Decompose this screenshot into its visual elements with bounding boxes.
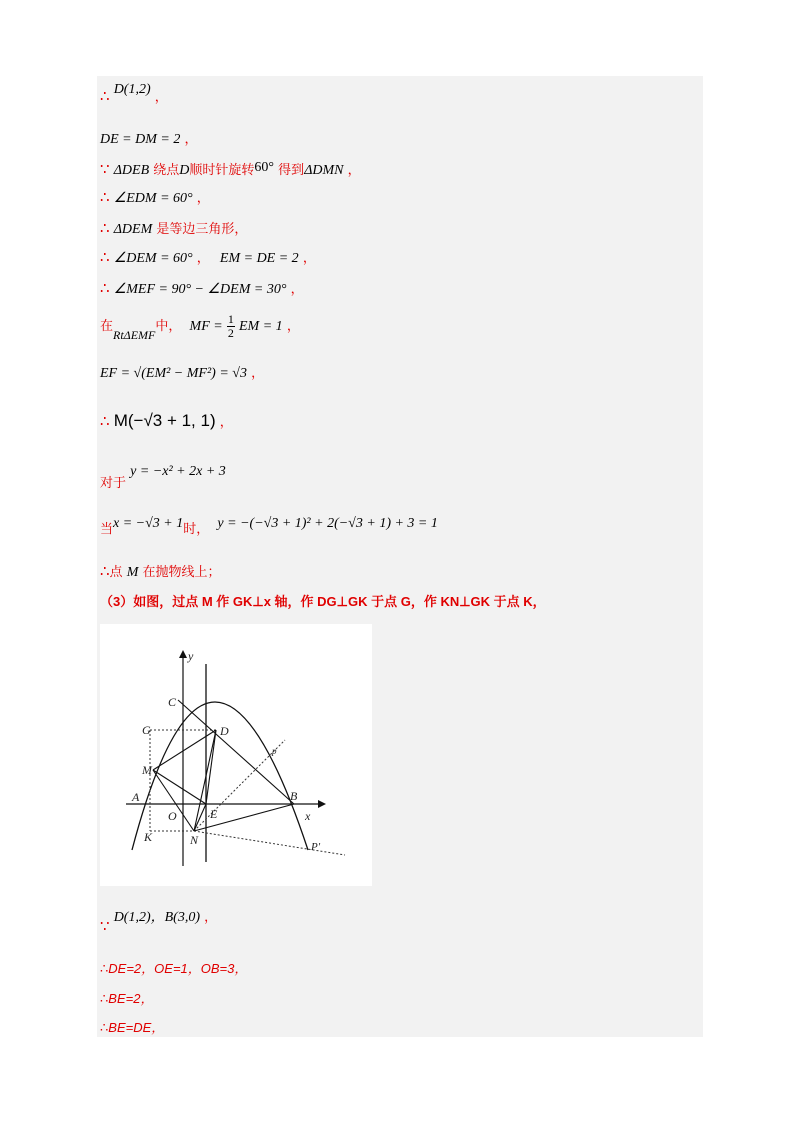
punct: ， [219,414,233,429]
therefore-symbol: ∴ [100,1020,109,1035]
line-18 [100,1017,164,1036]
therefore-symbol: ∴ [100,961,109,976]
line-13 [100,561,221,581]
numerator: 1 [227,312,234,326]
lengths-text: DE=2，OE=1，OB=3， [108,961,248,976]
label-o: O [168,809,177,823]
em-de-equation: EM = DE = 2 [219,251,299,266]
geometry-figure [100,624,372,886]
mf-equation: MF = [189,319,223,334]
punct: ， [204,909,218,924]
point-d: D [179,163,190,178]
text: 是等边三角形， [156,221,248,236]
text: 在抛物线上； [142,564,221,579]
line-3 [100,159,361,179]
y-axis-arrow [179,650,187,658]
point-m: M [126,565,139,580]
line-17 [100,988,153,1007]
punct: ， [286,318,300,333]
point-d-coord: D(1,2) [113,82,151,97]
angle-60: 60° [254,160,275,175]
segment-me [153,770,206,804]
label-b: B [290,789,298,803]
angle-edm: ∠EDM = 60° [113,191,193,206]
one-half-fraction [227,313,235,340]
label-g: G [142,723,151,737]
punct: ， [290,281,304,296]
triangle-deb: ΔDEB [113,163,150,178]
de-dm-equation: DE = DM = 2 [100,132,181,147]
punct: ， [347,162,361,177]
label-y: y [188,649,194,663]
therefore-symbol: ∴ [100,88,110,105]
because-symbol: ∵ [100,918,110,935]
triangle-dmn: ΔDMN [304,163,344,178]
denominator: 2 [227,326,234,340]
text: 得到 [278,162,305,177]
text: 点 [109,564,123,579]
segment-nb [194,804,294,831]
line-12 [100,512,438,536]
text: 时， [183,521,210,536]
because-symbol: ∵ [100,161,110,178]
be-length: BE=2， [108,991,154,1006]
parabola-equation: y = −x² + 2x + 3 [130,464,226,479]
label-a: A [132,790,140,804]
label-n: N [190,833,199,847]
line-8 [100,313,300,340]
point-m-coord: M(−√3 + 1, 1) [113,411,216,430]
text: 中， [155,318,182,333]
label-c: C [168,695,177,709]
x-value: x = −√3 + 1 [113,516,184,531]
triangle-dem: ΔDEM [113,222,153,237]
line-14 [100,591,546,610]
angle-dem: ∠DEM = 60° [113,251,193,266]
line-9 [100,362,264,382]
punct: ， [196,250,210,265]
label-x: x [305,809,311,823]
therefore-symbol: ∴ [100,189,110,206]
text: 绕点 [153,162,180,177]
punct: ， [184,131,198,146]
line-4 [100,187,210,207]
line-1 [100,82,168,106]
label-p-prime: P′ [311,841,321,853]
punct: ， [302,250,316,265]
punct: ， [251,365,265,380]
label-k: K [144,830,153,844]
line-6 [100,247,316,267]
line-11 [100,460,226,490]
line-15 [100,906,218,935]
text: 当 [100,521,114,536]
label-m: M [142,763,152,777]
points-d-b-coord: D(1,2)，B(3,0) [113,910,200,925]
text: 顺时针旋转 [189,162,255,177]
triangle-emf: RtΔEMF [113,328,156,342]
x-axis-arrow [318,800,326,808]
line-5 [100,218,247,238]
therefore-symbol: ∴ [100,563,110,580]
segment-ne [194,804,206,831]
be-equals-de: BE=DE， [108,1020,165,1035]
npp-dotted [194,831,345,855]
angle-mef: ∠MEF = 90° − ∠DEM = 30° [113,282,287,297]
therefore-symbol: ∴ [100,991,109,1006]
label-e: E [210,807,218,821]
label-p: p [272,746,277,756]
therefore-symbol: ∴ [100,413,110,430]
therefore-symbol: ∴ [100,220,110,237]
punct: ， [196,190,210,205]
em-equals-1: EM = 1 [239,319,283,334]
y-evaluation: y = −(−√3 + 1)² + 2(−√3 + 1) + 3 = 1 [217,516,438,531]
punct: ， [154,89,168,104]
line-7 [100,278,304,298]
label-d: D [220,724,229,738]
text: 对于 [100,475,127,490]
segment-cb [178,700,294,804]
line-2 [100,128,198,148]
therefore-symbol: ∴ [100,280,110,297]
therefore-symbol: ∴ [100,249,110,266]
part-3-construction: （3）如图，过点 M 作 GK⊥x 轴，作 DG⊥GK 于点 G，作 KN⊥GK 于点 K， [100,594,546,609]
ef-equation: EF = √(EM² − MF²) = √3 [100,366,247,381]
line-10 [100,411,233,431]
line-16 [100,958,247,977]
text: 在 [100,318,114,333]
